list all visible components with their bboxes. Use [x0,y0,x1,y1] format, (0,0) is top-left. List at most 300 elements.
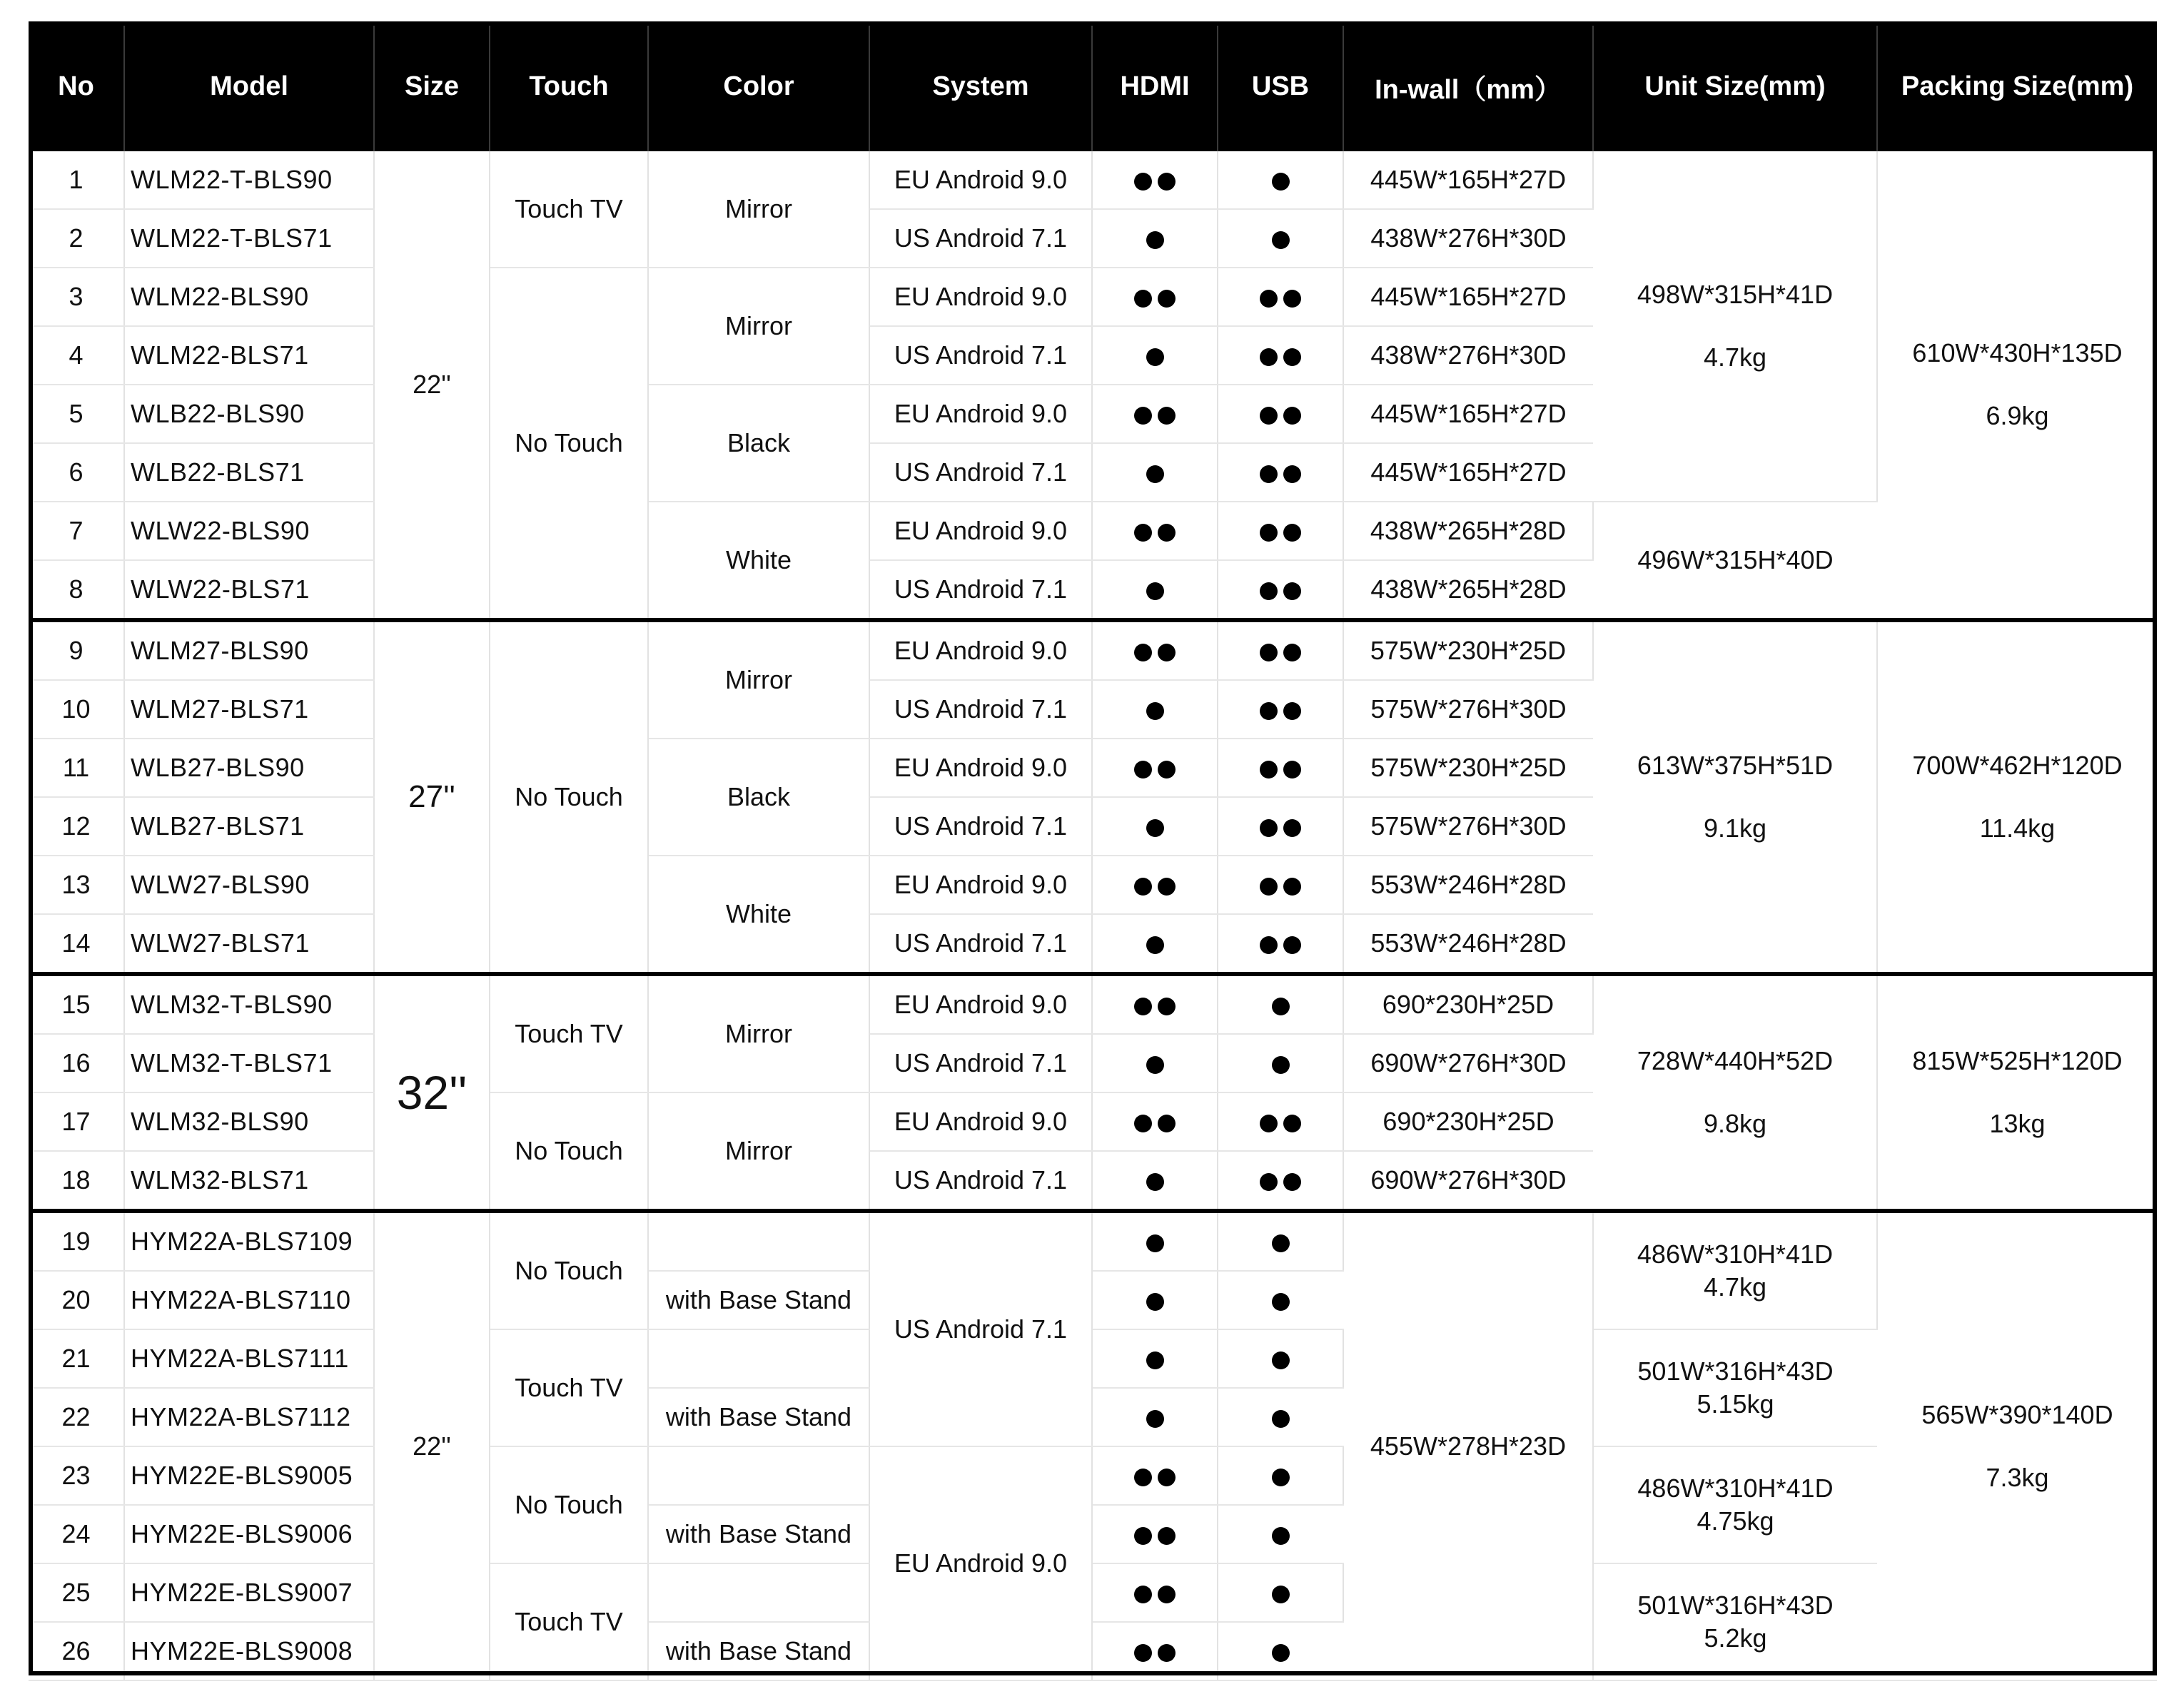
table-row [29,974,2157,1034]
port-dot-icon [1260,1115,1278,1132]
cell-model: WLM22-T-BLS90 [124,151,374,209]
cell-model: WLW27-BLS71 [124,914,374,974]
packing-dimensions: 610W*430H*135D [1912,338,2123,367]
port-dot-icon [1283,465,1301,483]
cell-no: 26 [29,1622,124,1680]
unit-dimensions: 501W*316H*43D [1637,1591,1834,1620]
cell-unit-size [1593,1446,1877,1563]
port-dot-icon [1260,407,1278,425]
packing-dimensions: 565W*390*140D [1921,1400,2113,1429]
cell-no: 7 [29,502,124,560]
port-dot-icon [1283,936,1301,954]
cell-no: 18 [29,1151,124,1211]
cell-hdmi [1092,209,1218,268]
port-dot-icon [1283,702,1301,720]
product-spec-table [29,21,2157,1681]
cell-inwall: 690W*276H*30D [1343,1151,1593,1211]
cell-touch: No Touch [490,1211,648,1329]
header-hdmi: HDMI [1092,21,1218,151]
port-dot-icon [1260,936,1278,954]
port-dot-icon [1260,644,1278,661]
table-row [29,1329,2157,1388]
cell-color: with Base Stand [648,1505,869,1563]
cell-system: EU Android 9.0 [869,268,1092,326]
table-row [29,620,2157,680]
cell-usb [1218,739,1343,797]
cell-usb [1218,151,1343,209]
port-dot-icon [1272,1056,1290,1074]
packing-weight: 13kg [1989,1109,2046,1138]
header-touch: Touch [490,21,648,151]
cell-no: 19 [29,1211,124,1271]
header-no: No [29,21,124,151]
packing-weight: 7.3kg [1986,1463,2049,1492]
unit-weight: 9.1kg [1703,813,1767,843]
port-dot-icon [1283,878,1301,896]
packing-weight: 6.9kg [1986,401,2049,430]
port-dot-icon [1283,644,1301,661]
cell-model: WLM32-T-BLS90 [124,974,374,1034]
cell-system: US Android 7.1 [869,914,1092,974]
port-dot-icon [1158,644,1176,661]
cell-hdmi [1092,914,1218,974]
unit-weight: 5.15kg [1697,1389,1774,1419]
cell-unit-size: 496W*315H*40D [1593,502,1877,620]
cell-no: 6 [29,443,124,502]
cell-color: Mirror [648,620,869,739]
cell-unit-size [1593,1329,1877,1446]
cell-size: 32'' [374,974,490,1211]
port-dot-icon [1260,582,1278,600]
cell-hdmi [1092,739,1218,797]
cell-no: 2 [29,209,124,268]
cell-color [648,1446,869,1505]
cell-usb [1218,1034,1343,1092]
cell-system: EU Android 9.0 [869,385,1092,443]
header-unit-size: Unit Size(mm) [1593,21,1877,151]
unit-dimensions: 728W*440H*52D [1637,1046,1834,1075]
cell-usb [1218,1271,1343,1329]
cell-usb [1218,1563,1343,1622]
port-dot-icon [1283,761,1301,779]
port-dot-icon [1260,348,1278,366]
cell-hdmi [1092,1271,1218,1329]
cell-model: HYM22A-BLS7112 [124,1388,374,1446]
unit-weight: 5.2kg [1704,1623,1767,1653]
port-dot-icon [1134,878,1152,896]
cell-color: with Base Stand [648,1388,869,1446]
cell-model: WLB27-BLS90 [124,739,374,797]
table-row [29,1211,2157,1271]
cell-usb [1218,443,1343,502]
cell-system: EU Android 9.0 [869,856,1092,914]
cell-model: HYM22A-BLS7109 [124,1211,374,1271]
cell-hdmi [1092,151,1218,209]
cell-model: WLW22-BLS71 [124,560,374,620]
header-size: Size [374,21,490,151]
cell-no: 12 [29,797,124,856]
cell-usb [1218,1505,1343,1563]
cell-model: WLM32-BLS90 [124,1092,374,1151]
cell-system: US Android 7.1 [869,1151,1092,1211]
cell-usb [1218,620,1343,680]
port-dot-icon [1260,290,1278,308]
cell-hdmi [1092,326,1218,385]
table-row [29,502,2157,560]
port-dot-icon [1283,1115,1301,1132]
cell-model: WLM27-BLS71 [124,680,374,739]
cell-hdmi [1092,1563,1218,1622]
cell-model: HYM22A-BLS7111 [124,1329,374,1388]
port-dot-icon [1272,1351,1290,1369]
port-dot-icon [1134,1586,1152,1603]
port-dot-icon [1146,1234,1164,1252]
cell-color: Mirror [648,268,869,385]
port-dot-icon [1283,582,1301,600]
unit-weight: 4.75kg [1697,1506,1774,1536]
header-usb: USB [1218,21,1343,151]
cell-no: 25 [29,1563,124,1622]
cell-touch: Touch TV [490,151,648,268]
port-dot-icon [1158,1527,1176,1545]
cell-color: White [648,502,869,620]
header-packing-size: Packing Size(mm) [1877,21,2157,151]
port-dot-icon [1146,819,1164,837]
cell-unit-size [1593,1211,1877,1329]
cell-color [648,1563,869,1622]
cell-unit-size [1593,620,1877,974]
cell-inwall: 690*230H*25D [1343,974,1593,1034]
header-system: System [869,21,1092,151]
port-dot-icon [1134,1527,1152,1545]
cell-color: Black [648,739,869,856]
cell-system: US Android 7.1 [869,209,1092,268]
cell-inwall: 690W*276H*30D [1343,1034,1593,1092]
cell-no: 24 [29,1505,124,1563]
cell-hdmi [1092,1092,1218,1151]
cell-no: 15 [29,974,124,1034]
port-dot-icon [1260,465,1278,483]
cell-no: 5 [29,385,124,443]
cell-usb [1218,385,1343,443]
port-dot-icon [1134,290,1152,308]
port-dot-icon [1146,1173,1164,1191]
cell-inwall: 575W*276H*30D [1343,680,1593,739]
port-dot-icon [1134,644,1152,661]
cell-hdmi [1092,1151,1218,1211]
cell-usb [1218,680,1343,739]
port-dot-icon [1283,348,1301,366]
cell-model: WLM22-BLS90 [124,268,374,326]
packing-dimensions: 700W*462H*120D [1912,751,2123,780]
cell-system: US Android 7.1 [869,326,1092,385]
port-dot-icon [1134,1115,1152,1132]
port-dot-icon [1260,1173,1278,1191]
port-dot-icon [1260,878,1278,896]
cell-no: 20 [29,1271,124,1329]
port-dot-icon [1158,761,1176,779]
cell-no: 22 [29,1388,124,1446]
cell-usb [1218,502,1343,560]
port-dot-icon [1260,702,1278,720]
cell-hdmi [1092,502,1218,560]
cell-usb [1218,209,1343,268]
cell-no: 1 [29,151,124,209]
cell-usb [1218,797,1343,856]
cell-usb [1218,856,1343,914]
table-row [29,1446,2157,1505]
cell-hdmi [1092,1622,1218,1680]
cell-hdmi [1092,680,1218,739]
port-dot-icon [1283,407,1301,425]
cell-inwall: 445W*165H*27D [1343,385,1593,443]
unit-dimensions: 498W*315H*41D [1637,280,1834,309]
cell-system: EU Android 9.0 [869,502,1092,560]
port-dot-icon [1146,1293,1164,1311]
cell-color [648,1211,869,1271]
cell-model: WLB22-BLS90 [124,385,374,443]
port-dot-icon [1146,702,1164,720]
port-dot-icon [1272,173,1290,191]
cell-hdmi [1092,620,1218,680]
cell-no: 16 [29,1034,124,1092]
cell-touch: Touch TV [490,1329,648,1446]
cell-packing-size [1877,1211,2157,1680]
port-dot-icon [1146,936,1164,954]
cell-model: WLM32-BLS71 [124,1151,374,1211]
cell-touch: No Touch [490,1446,648,1563]
unit-weight: 4.7kg [1703,343,1767,372]
cell-inwall: 575W*230H*25D [1343,739,1593,797]
port-dot-icon [1146,1056,1164,1074]
port-dot-icon [1158,173,1176,191]
cell-touch: No Touch [490,268,648,620]
port-dot-icon [1260,819,1278,837]
cell-model: HYM22E-BLS9006 [124,1505,374,1563]
cell-system: US Android 7.1 [869,797,1092,856]
cell-hdmi [1092,974,1218,1034]
cell-color: White [648,856,869,974]
port-dot-icon [1272,1469,1290,1486]
cell-color: with Base Stand [648,1622,869,1680]
cell-model: WLB22-BLS71 [124,443,374,502]
port-dot-icon [1283,819,1301,837]
cell-hdmi [1092,1505,1218,1563]
cell-system: EU Android 9.0 [869,620,1092,680]
cell-inwall: 455W*278H*23D [1343,1211,1593,1680]
cell-hdmi [1092,1034,1218,1092]
port-dot-icon [1158,290,1176,308]
cell-hdmi [1092,856,1218,914]
cell-model: HYM22E-BLS9007 [124,1563,374,1622]
unit-dimensions: 486W*310H*41D [1637,1239,1834,1269]
cell-usb [1218,326,1343,385]
port-dot-icon [1134,998,1152,1015]
port-dot-icon [1272,1234,1290,1252]
unit-weight: 4.7kg [1703,1272,1767,1302]
cell-color: Mirror [648,1092,869,1211]
unit-weight: 9.8kg [1703,1109,1767,1138]
cell-inwall: 438W*265H*28D [1343,502,1593,560]
cell-color: Mirror [648,151,869,268]
table-row [29,151,2157,209]
cell-no: 23 [29,1446,124,1505]
port-dot-icon [1146,582,1164,600]
port-dot-icon [1134,1469,1152,1486]
cell-hdmi [1092,268,1218,326]
cell-hdmi [1092,443,1218,502]
cell-inwall: 445W*165H*27D [1343,151,1593,209]
port-dot-icon [1146,348,1164,366]
cell-hdmi [1092,560,1218,620]
cell-usb [1218,1092,1343,1151]
cell-hdmi [1092,797,1218,856]
cell-inwall: 575W*230H*25D [1343,620,1593,680]
cell-no: 10 [29,680,124,739]
cell-inwall: 553W*246H*28D [1343,856,1593,914]
header-inwall: In-wall（mm） [1343,21,1593,151]
cell-touch: No Touch [490,1092,648,1211]
cell-touch: Touch TV [490,974,648,1092]
port-dot-icon [1158,1469,1176,1486]
cell-usb [1218,1446,1343,1505]
cell-usb [1218,1329,1343,1388]
port-dot-icon [1158,407,1176,425]
cell-no: 9 [29,620,124,680]
cell-touch: Touch TV [490,1563,648,1680]
port-dot-icon [1260,524,1278,542]
port-dot-icon [1146,231,1164,249]
port-dot-icon [1272,1586,1290,1603]
cell-usb [1218,560,1343,620]
port-dot-icon [1272,231,1290,249]
cell-color: Black [648,385,869,502]
port-dot-icon [1134,173,1152,191]
unit-dimensions: 613W*375H*51D [1637,751,1834,780]
cell-model: WLW22-BLS90 [124,502,374,560]
packing-weight: 11.4kg [1979,813,2056,843]
port-dot-icon [1283,1173,1301,1191]
cell-no: 8 [29,560,124,620]
cell-no: 14 [29,914,124,974]
cell-inwall: 438W*276H*30D [1343,209,1593,268]
port-dot-icon [1272,1410,1290,1428]
port-dot-icon [1134,407,1152,425]
cell-system: EU Android 9.0 [869,151,1092,209]
port-dot-icon [1272,1293,1290,1311]
port-dot-icon [1146,465,1164,483]
cell-hdmi [1092,1329,1218,1388]
port-dot-icon [1158,524,1176,542]
cell-unit-size [1593,1563,1877,1680]
cell-inwall: 575W*276H*30D [1343,797,1593,856]
table-row [29,1563,2157,1622]
cell-hdmi [1092,1388,1218,1446]
cell-unit-size [1593,974,1877,1211]
port-dot-icon [1272,1527,1290,1545]
port-dot-icon [1134,761,1152,779]
cell-usb [1218,268,1343,326]
cell-system: US Android 7.1 [869,443,1092,502]
cell-hdmi [1092,1211,1218,1271]
header-color: Color [648,21,869,151]
unit-dimensions: 501W*316H*43D [1637,1356,1834,1386]
cell-no: 17 [29,1092,124,1151]
port-dot-icon [1158,878,1176,896]
cell-packing-size [1877,974,2157,1211]
port-dot-icon [1283,524,1301,542]
cell-model: WLM27-BLS90 [124,620,374,680]
header-model: Model [124,21,374,151]
cell-system: EU Android 9.0 [869,1446,1092,1680]
cell-packing-size [1877,620,2157,974]
cell-model: HYM22A-BLS7110 [124,1271,374,1329]
port-dot-icon [1283,290,1301,308]
cell-system: US Android 7.1 [869,1211,1092,1446]
cell-inwall: 438W*276H*30D [1343,326,1593,385]
port-dot-icon [1134,1644,1152,1662]
cell-size: 27'' [374,620,490,974]
cell-usb [1218,1622,1343,1680]
cell-system: EU Android 9.0 [869,974,1092,1034]
port-dot-icon [1146,1410,1164,1428]
cell-model: HYM22E-BLS9008 [124,1622,374,1680]
cell-inwall: 445W*165H*27D [1343,268,1593,326]
cell-no: 4 [29,326,124,385]
cell-model: WLM32-T-BLS71 [124,1034,374,1092]
cell-inwall: 690*230H*25D [1343,1092,1593,1151]
cell-usb [1218,974,1343,1034]
cell-model: WLB27-BLS71 [124,797,374,856]
cell-system: US Android 7.1 [869,1034,1092,1092]
cell-usb [1218,1388,1343,1446]
cell-model: WLM22-T-BLS71 [124,209,374,268]
cell-system: EU Android 9.0 [869,1092,1092,1151]
port-dot-icon [1272,998,1290,1015]
port-dot-icon [1158,998,1176,1015]
header-row [29,21,2157,151]
port-dot-icon [1158,1115,1176,1132]
cell-size: 22'' [374,1211,490,1680]
cell-system: US Android 7.1 [869,560,1092,620]
cell-usb [1218,1151,1343,1211]
port-dot-icon [1134,524,1152,542]
cell-model: WLM22-BLS71 [124,326,374,385]
cell-color: with Base Stand [648,1271,869,1329]
cell-inwall: 438W*265H*28D [1343,560,1593,620]
cell-system: US Android 7.1 [869,680,1092,739]
port-dot-icon [1272,1644,1290,1662]
cell-usb [1218,1211,1343,1271]
cell-packing-size [1877,151,2157,620]
cell-no: 11 [29,739,124,797]
port-dot-icon [1146,1351,1164,1369]
port-dot-icon [1260,761,1278,779]
cell-no: 13 [29,856,124,914]
cell-system: EU Android 9.0 [869,739,1092,797]
unit-dimensions: 486W*310H*41D [1637,1474,1834,1503]
cell-model: WLW27-BLS90 [124,856,374,914]
cell-touch: No Touch [490,620,648,974]
cell-inwall: 553W*246H*28D [1343,914,1593,974]
packing-dimensions: 815W*525H*120D [1912,1046,2123,1075]
port-dot-icon [1158,1586,1176,1603]
cell-model: HYM22E-BLS9005 [124,1446,374,1505]
cell-color [648,1329,869,1388]
cell-no: 21 [29,1329,124,1388]
cell-no: 3 [29,268,124,326]
cell-size: 22'' [374,151,490,620]
